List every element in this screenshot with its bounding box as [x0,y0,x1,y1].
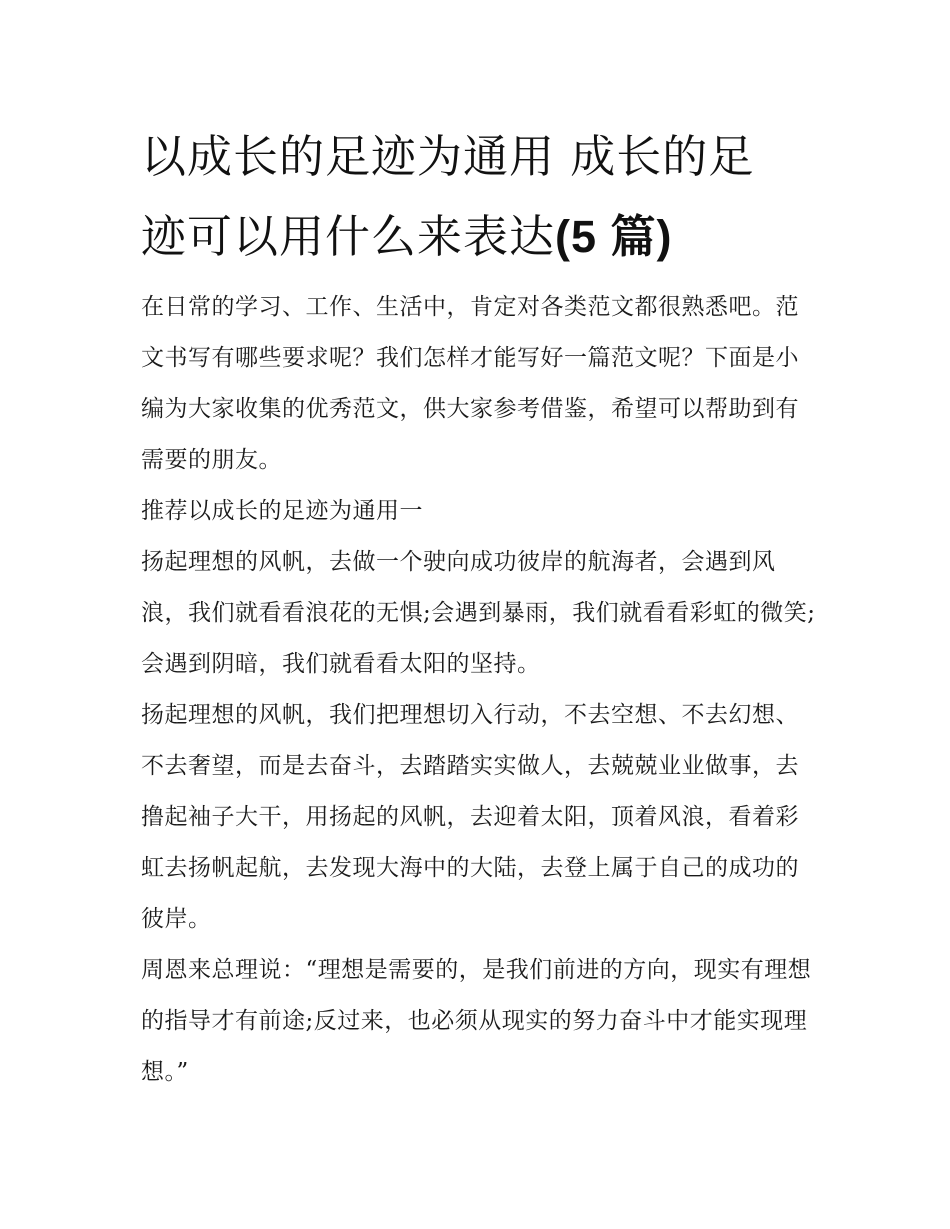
document-body [141,282,821,1098]
title-line-2: 迹可以用什么来表达 [141,210,556,263]
body-paragraph: 扬起理想的风帆，我们把理想切入行动，不去空想、不去幻想、不去奢望，而是去奋斗，去踏踏实实做人，去兢兢业业做事，去撸起袖子大干，用扬起的风帆，去迎着太阳，顶着风浪，看着彩虹去扬帆起航，去发现大海中的大陆，去登上属于自己的成功的彼岸。 [141,702,799,932]
section-heading: 推荐以成长的足迹为通用一 [141,498,423,524]
document-title [141,117,821,277]
title-count: (5 篇) [555,211,673,262]
quote-paragraph: 周恩来总理说：“理想是需要的，是我们前进的方向，现实有理想的指导才有前途;反过来，也必须从现实的努力奋斗中才能实现理想。” [141,957,812,1085]
body-paragraph: 扬起理想的风帆，去做一个驶向成功彼岸的航海者，会遇到风浪，我们就看看浪花的无惧;会遇到暴雨，我们就看看彩虹的微笑;会遇到阴暗，我们就看看太阳的坚持。 [141,549,816,677]
intro-paragraph: 在日常的学习、工作、生活中，肯定对各类范文都很熟悉吧。范文书写有哪些要求呢？我们怎样才能写好一篇范文呢？下面是小编为大家收集的优秀范文，供大家参考借鉴，希望可以帮助到有需要的朋友。 [141,294,799,473]
title-line-1: 以成长的足迹为通用 成长的足 [141,130,755,183]
